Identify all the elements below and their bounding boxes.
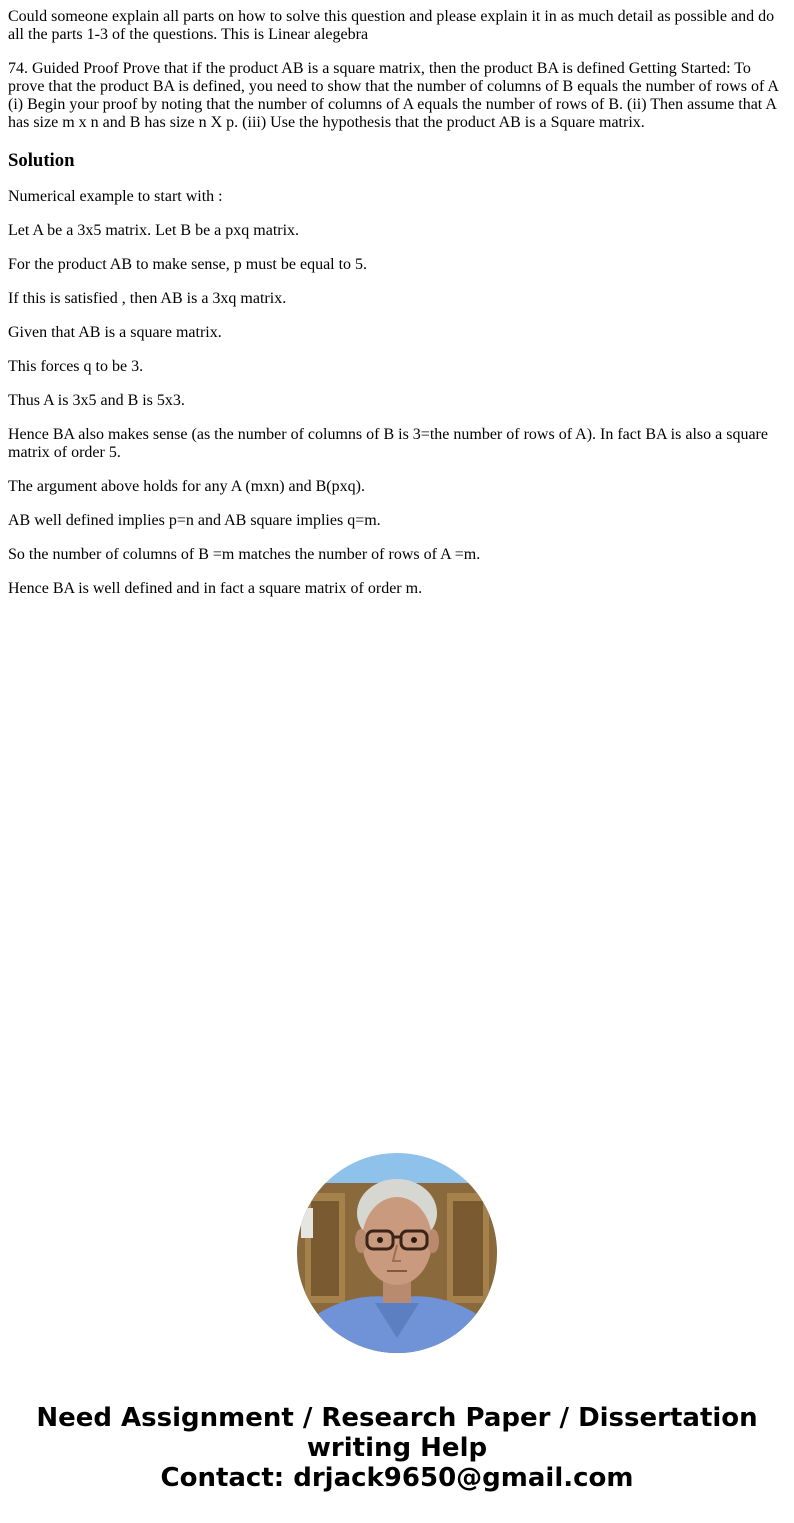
avatar-eye-right <box>411 1237 417 1243</box>
avatar-ear-left <box>355 1229 367 1253</box>
solution-paragraph: If this is satisfied , then AB is a 3xq matrix. <box>8 290 287 307</box>
avatar-eye-left <box>377 1237 383 1243</box>
page-content <box>8 8 786 614</box>
avatar-ear-right <box>427 1229 439 1253</box>
author-avatar <box>297 1153 497 1353</box>
solution-paragraph: Numerical example to start with : <box>8 188 223 205</box>
question-intro: Could someone explain all parts on how to solve this question and please explain it in as much detail as possible and do all the parts 1-3 of the questions. This is Linear alegebra <box>8 8 775 43</box>
solution-paragraph: Hence BA also makes sense (as the number of columns of B is 3=the number of rows of A). In fact BA is also a square matrix of order 5. <box>8 426 768 461</box>
solution-paragraph: Given that AB is a square matrix. <box>8 324 222 341</box>
promo-line-2: writing Help <box>306 1433 488 1463</box>
solution-paragraph: This forces q to be 3. <box>8 358 144 375</box>
avatar-switch <box>301 1208 313 1238</box>
person-photo-icon <box>297 1153 497 1353</box>
solution-paragraph: Thus A is 3x5 and B is 5x3. <box>8 392 185 409</box>
solution-heading: Solution <box>8 150 75 171</box>
avatar-door-inset-left <box>311 1201 339 1296</box>
promo-line-1: Need Assignment / Research Paper / Dissertation <box>36 1403 758 1433</box>
solution-paragraph: The argument above holds for any A (mxn) and B(pxq). <box>8 478 365 495</box>
solution-paragraph: AB well defined implies p=n and AB square implies q=m. <box>8 512 381 529</box>
avatar-door-inset-right <box>453 1201 483 1296</box>
question-problem: 74. Guided Proof Prove that if the product AB is a square matrix, then the product BA is defined Getting Started: To prove that the product BA is defined, you need to show that the number of columns of B equals the number of rows of A (i) Begin your proof by noting that the number of columns of A equals the number of rows of B. (ii) Then assume that A has size m x n and B has size n X p. (iii) Use the hypothesis that the product AB is a Square matrix. <box>8 60 779 131</box>
promo-footer <box>0 1403 794 1493</box>
solution-paragraph: Hence BA is well defined and in fact a square matrix of order m. <box>8 580 423 597</box>
solution-paragraph: So the number of columns of B =m matches the number of rows of A =m. <box>8 546 481 563</box>
solution-paragraph: Let A be a 3x5 matrix. Let B be a pxq matrix. <box>8 222 300 239</box>
solution-paragraph: For the product AB to make sense, p must be equal to 5. <box>8 256 368 273</box>
promo-contact: Contact: drjack9650@gmail.com <box>160 1463 634 1493</box>
